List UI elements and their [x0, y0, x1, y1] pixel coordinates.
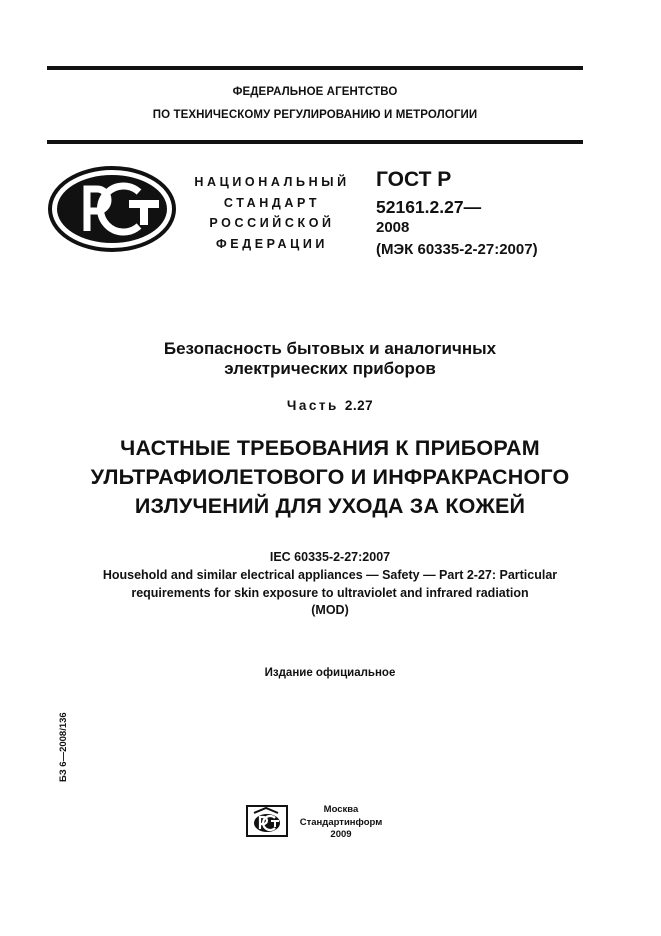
- designation-number: 52161.2.27—: [376, 197, 482, 217]
- english-title-line-3: (MOD): [311, 603, 349, 617]
- subject-line-1: Безопасность бытовых и аналогичных: [163, 339, 497, 358]
- national-standard-line: СТАНДАРТ: [223, 195, 321, 210]
- agency-line-1: ФЕДЕРАЛЬНОЕ АГЕНТСТВО: [232, 86, 398, 98]
- national-standard-line: ФЕДЕРАЦИИ: [215, 236, 328, 251]
- national-standard-line: РОССИЙСКОЙ: [209, 216, 335, 230]
- part-label: Часть: [286, 398, 339, 413]
- publisher-city: Москва: [323, 804, 359, 815]
- header-rule: [47, 140, 583, 144]
- publisher-block: [296, 804, 386, 842]
- english-title: [40, 567, 620, 620]
- english-title-line-1: Household and similar electrical appliances — Safety — Part 2-27: Particular: [102, 568, 558, 582]
- part-heading: [40, 398, 620, 413]
- designation-prefix: ГОСТ Р: [376, 168, 452, 191]
- subject-line-2: электрических приборов: [224, 359, 436, 378]
- title-line-2: УЛЬТРАФИОЛЕТОВОГО И ИНФРАКРАСНОГО: [90, 465, 570, 489]
- document-title: [40, 434, 620, 521]
- publisher-logo-icon: [246, 805, 288, 837]
- subject-heading: [40, 339, 620, 379]
- rst-logo-icon: [47, 165, 177, 253]
- edition-note: Издание официальное: [264, 667, 396, 679]
- title-line-1: ЧАСТНЫЕ ТРЕБОВАНИЯ К ПРИБОРАМ: [120, 436, 540, 460]
- side-code: БЗ 6—2008/136: [58, 712, 69, 782]
- publisher-name: Стандартинформ: [299, 816, 383, 828]
- publisher-year: 2009: [330, 829, 352, 840]
- top-rule: [47, 66, 583, 70]
- national-standard-block: [186, 172, 358, 254]
- part-number: 2.27: [344, 398, 374, 413]
- designation-year: 2008: [376, 219, 410, 236]
- agency-line-2: ПО ТЕХНИЧЕСКОМУ РЕГУЛИРОВАНИЮ И МЕТРОЛОГИИ: [152, 109, 478, 121]
- english-title-line-2: requirements for skin exposure to ultraviolet and infrared radiation: [131, 585, 529, 600]
- national-standard-line: НАЦИОНАЛЬНЫЙ: [194, 175, 350, 189]
- standard-designation: [376, 168, 538, 260]
- title-line-3: ИЗЛУЧЕНИЙ ДЛЯ УХОДА ЗА КОЖЕЙ: [134, 494, 526, 518]
- iec-code: IEC 60335-2-27:2007: [269, 550, 391, 564]
- designation-iec-ref: (МЭК 60335-2-27:2007): [376, 241, 538, 258]
